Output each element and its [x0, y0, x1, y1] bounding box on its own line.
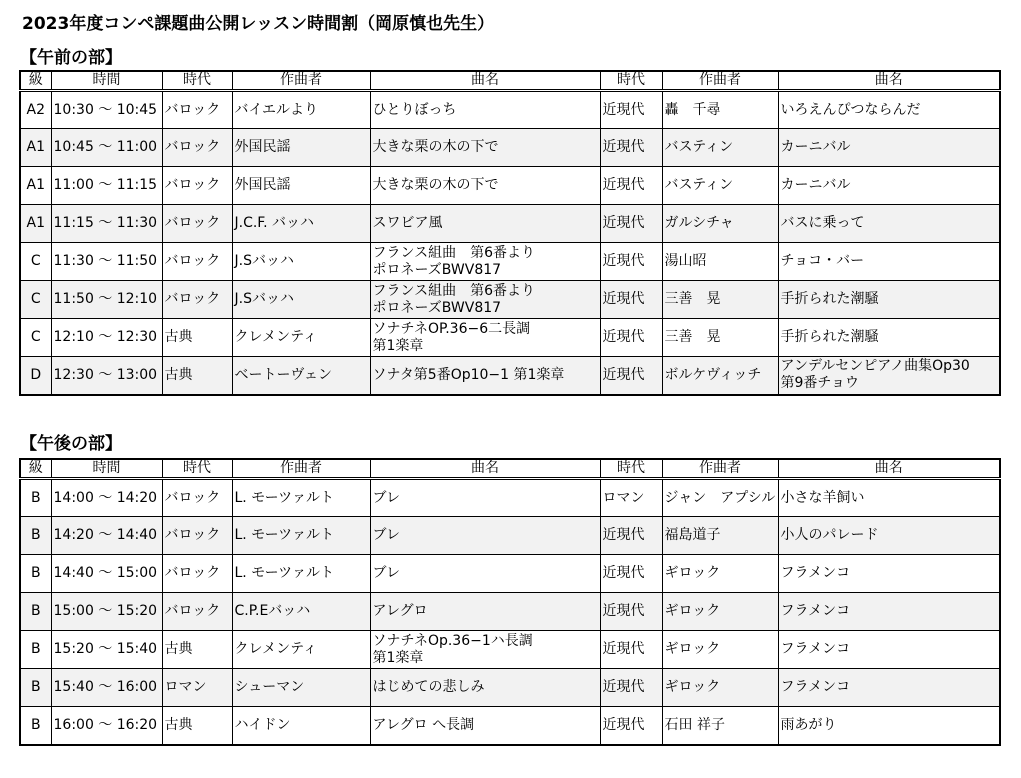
era-cell: 古典 [162, 319, 232, 357]
piece-cell-line: フラメンコ [780, 641, 851, 657]
piece-cell-line: フラメンコ [780, 565, 851, 581]
composer-cell: バスティン [662, 167, 778, 205]
afternoon-schedule-table [19, 458, 1001, 746]
piece-cell [370, 281, 600, 319]
time-cell: 12:10 ～ 12:30 [51, 319, 162, 357]
piece-cell [778, 357, 1000, 395]
piece-cell [370, 205, 600, 243]
piece-cell [370, 631, 600, 669]
piece-cell-line: アンデルセンピアノ曲集Op30 [780, 358, 970, 375]
piece-cell-line: ポロネーズBWV817 [372, 299, 502, 316]
piece-cell-line: 大きな栗の木の下で [372, 139, 499, 155]
table-row [20, 707, 1000, 745]
era-cell: 近現代 [600, 593, 662, 631]
piece-cell [370, 593, 600, 631]
era-cell: バロック [162, 517, 232, 555]
table-header-row [20, 459, 1000, 479]
piece-cell-line: ブレ [372, 527, 400, 543]
header-piece-2: 曲名 [778, 71, 1000, 91]
era-cell: 近現代 [600, 319, 662, 357]
composer-cell: ギロック [662, 555, 778, 593]
composer-cell: 三善 晃 [662, 281, 778, 319]
era-cell: バロック [162, 167, 232, 205]
piece-cell [370, 319, 600, 357]
piece-cell [370, 555, 600, 593]
piece-cell-line: アレグロ [372, 603, 428, 619]
composer-cell: 福島道子 [662, 517, 778, 555]
piece-cell-line: ポロネーズBWV817 [372, 261, 502, 278]
piece-cell [370, 479, 600, 517]
era-cell: バロック [162, 129, 232, 167]
piece-cell [370, 669, 600, 707]
header-composer-1: 作曲者 [232, 71, 370, 91]
time-cell: 15:00 ～ 15:20 [51, 593, 162, 631]
composer-cell: 轟 千尋 [662, 91, 778, 129]
piece-cell-line: ソナチネOp.36−1ハ長調 [372, 632, 533, 649]
composer-cell: ハイドン [232, 707, 370, 745]
composer-cell: ベートーヴェン [232, 357, 370, 395]
era-cell: 近現代 [600, 357, 662, 395]
level-cell: D [20, 357, 51, 395]
piece-cell-line: 第1楽章 [372, 649, 424, 666]
time-cell: 16:00 ～ 16:20 [51, 707, 162, 745]
piece-cell-line: スワビア風 [372, 215, 443, 231]
header-piece-1: 曲名 [370, 71, 600, 91]
level-cell: B [20, 593, 51, 631]
piece-cell [778, 91, 1000, 129]
level-cell: A1 [20, 205, 51, 243]
era-cell: バロック [162, 555, 232, 593]
piece-cell-line: アレグロ へ長調 [372, 716, 475, 733]
time-cell: 12:30 ～ 13:00 [51, 357, 162, 395]
header-level: 級 [20, 71, 51, 91]
time-cell: 10:45 ～ 11:00 [51, 129, 162, 167]
time-cell: 11:15 ～ 11:30 [51, 205, 162, 243]
table-row [20, 357, 1000, 395]
header-time: 時間 [51, 71, 162, 91]
piece-cell [370, 707, 600, 745]
time-cell: 10:30 ～ 10:45 [51, 91, 162, 129]
level-cell: B [20, 517, 51, 555]
composer-cell: バスティン [662, 129, 778, 167]
time-cell: 14:00 ～ 14:20 [51, 479, 162, 517]
piece-cell [778, 243, 1000, 281]
piece-cell-line: はじめての悲しみ [372, 679, 485, 695]
piece-cell-line: 大きな栗の木の下で [372, 177, 499, 193]
header-composer-2: 作曲者 [662, 71, 778, 91]
time-cell: 11:00 ～ 11:15 [51, 167, 162, 205]
table-row [20, 593, 1000, 631]
piece-cell [778, 593, 1000, 631]
piece-cell-line: ひとりぼっち [372, 101, 457, 118]
piece-cell-line: カーニバル [780, 139, 851, 155]
section-heading-morning: 【午前の部】 [20, 48, 122, 68]
header-piece-1: 曲名 [370, 459, 600, 479]
piece-cell [370, 357, 600, 395]
piece-cell-line: 小さな羊飼い [780, 489, 865, 506]
table-header-row [20, 71, 1000, 91]
composer-cell: 三善 晃 [662, 319, 778, 357]
composer-cell: J.C.F. バッハ [232, 205, 370, 243]
piece-cell-line: フラメンコ [780, 679, 851, 695]
composer-cell: ジャン アプシル [662, 479, 778, 517]
composer-cell: ギロック [662, 593, 778, 631]
piece-cell [778, 167, 1000, 205]
era-cell: 近現代 [600, 129, 662, 167]
table-row [20, 631, 1000, 669]
level-cell: A1 [20, 129, 51, 167]
era-cell: 近現代 [600, 707, 662, 745]
piece-cell [370, 91, 600, 129]
piece-cell-line: カーニバル [780, 177, 851, 193]
time-cell: 15:20 ～ 15:40 [51, 631, 162, 669]
era-cell: ロマン [162, 669, 232, 707]
piece-cell [370, 129, 600, 167]
piece-cell-line: チョコ・バー [780, 253, 865, 269]
table-row [20, 167, 1000, 205]
composer-cell: J.Sバッハ [232, 243, 370, 281]
piece-cell-line: バスに乗って [780, 215, 865, 231]
header-composer-1: 作曲者 [232, 459, 370, 479]
composer-cell: ガルシチャ [662, 205, 778, 243]
time-cell: 15:40 ～ 16:00 [51, 669, 162, 707]
piece-cell [370, 243, 600, 281]
era-cell: 近現代 [600, 167, 662, 205]
composer-cell: 湯山昭 [662, 243, 778, 281]
era-cell: 近現代 [600, 281, 662, 319]
table-row [20, 91, 1000, 129]
time-cell: 14:20 ～ 14:40 [51, 517, 162, 555]
level-cell: B [20, 707, 51, 745]
piece-cell [778, 479, 1000, 517]
header-era-1: 時代 [162, 71, 232, 91]
piece-cell-line: いろえんぴつならんだ [780, 101, 921, 118]
era-cell: 近現代 [600, 91, 662, 129]
era-cell: 近現代 [600, 555, 662, 593]
piece-cell-line: 第9番チョウ [780, 375, 859, 392]
piece-cell [370, 167, 600, 205]
composer-cell: クレメンティ [232, 631, 370, 669]
document-title: 2023年度コンペ課題曲公開レッスン時間割（岡原慎也先生） [22, 14, 495, 34]
composer-cell: ギロック [662, 631, 778, 669]
era-cell: 古典 [162, 357, 232, 395]
era-cell: バロック [162, 281, 232, 319]
table-row [20, 243, 1000, 281]
table-row [20, 669, 1000, 707]
era-cell: 近現代 [600, 205, 662, 243]
level-cell: B [20, 631, 51, 669]
header-time: 時間 [51, 459, 162, 479]
era-cell: 古典 [162, 631, 232, 669]
piece-cell-line: フランス組曲 第6番より [372, 282, 535, 299]
era-cell: バロック [162, 205, 232, 243]
era-cell: バロック [162, 243, 232, 281]
table-row [20, 129, 1000, 167]
table-row [20, 319, 1000, 357]
composer-cell: J.Sバッハ [232, 281, 370, 319]
piece-cell-line: 雨あがり [780, 716, 837, 733]
piece-cell-line: 手折られた潮騒 [780, 291, 879, 307]
piece-cell-line: 小人のパレード [780, 527, 879, 543]
level-cell: C [20, 281, 51, 319]
header-era-1: 時代 [162, 459, 232, 479]
piece-cell-line: 手折られた潮騒 [780, 329, 879, 345]
piece-cell [370, 517, 600, 555]
era-cell: バロック [162, 593, 232, 631]
piece-cell-line: ソナチネOP.36−6二長調 [372, 320, 531, 337]
composer-cell: L. モーツァルト [232, 517, 370, 555]
level-cell: C [20, 243, 51, 281]
era-cell: ロマン [600, 479, 662, 517]
composer-cell: ギロック [662, 669, 778, 707]
piece-cell-line: ブレ [372, 565, 400, 581]
piece-cell [778, 669, 1000, 707]
piece-cell [778, 281, 1000, 319]
level-cell: A1 [20, 167, 51, 205]
piece-cell-line: フラメンコ [780, 603, 851, 619]
composer-cell: C.P.Eバッハ [232, 593, 370, 631]
composer-cell: 外国民謡 [232, 167, 370, 205]
header-era-2: 時代 [600, 459, 662, 479]
header-level: 級 [20, 459, 51, 479]
era-cell: バロック [162, 91, 232, 129]
composer-cell: クレメンティ [232, 319, 370, 357]
piece-cell [778, 707, 1000, 745]
level-cell: B [20, 555, 51, 593]
composer-cell: ボルケヴィッチ [662, 357, 778, 395]
era-cell: 近現代 [600, 669, 662, 707]
composer-cell: バイエルより [232, 91, 370, 129]
table-row [20, 555, 1000, 593]
header-composer-2: 作曲者 [662, 459, 778, 479]
era-cell: 近現代 [600, 517, 662, 555]
level-cell: C [20, 319, 51, 357]
piece-cell-line: フランス組曲 第6番より [372, 244, 535, 261]
header-piece-2: 曲名 [778, 459, 1000, 479]
era-cell: バロック [162, 479, 232, 517]
time-cell: 14:40 ～ 15:00 [51, 555, 162, 593]
piece-cell [778, 517, 1000, 555]
composer-cell: シューマン [232, 669, 370, 707]
composer-cell: L. モーツァルト [232, 555, 370, 593]
piece-cell-line: ソナタ第5番Op10−1 第1楽章 [372, 366, 565, 383]
era-cell: 近現代 [600, 631, 662, 669]
piece-cell [778, 555, 1000, 593]
piece-cell [778, 129, 1000, 167]
level-cell: B [20, 479, 51, 517]
composer-cell: 石田 祥子 [662, 707, 778, 745]
level-cell: A2 [20, 91, 51, 129]
piece-cell-line: 第1楽章 [372, 337, 424, 354]
section-heading-afternoon: 【午後の部】 [20, 434, 122, 454]
piece-cell [778, 631, 1000, 669]
time-cell: 11:30 ～ 11:50 [51, 243, 162, 281]
table-row [20, 517, 1000, 555]
header-era-2: 時代 [600, 71, 662, 91]
table-row [20, 205, 1000, 243]
composer-cell: 外国民謡 [232, 129, 370, 167]
era-cell: 近現代 [600, 243, 662, 281]
table-row [20, 479, 1000, 517]
level-cell: B [20, 669, 51, 707]
piece-cell [778, 319, 1000, 357]
piece-cell-line: ブレ [372, 489, 400, 506]
table-row [20, 281, 1000, 319]
time-cell: 11:50 ～ 12:10 [51, 281, 162, 319]
composer-cell: L. モーツァルト [232, 479, 370, 517]
era-cell: 古典 [162, 707, 232, 745]
piece-cell [778, 205, 1000, 243]
morning-schedule-table [19, 70, 1001, 396]
